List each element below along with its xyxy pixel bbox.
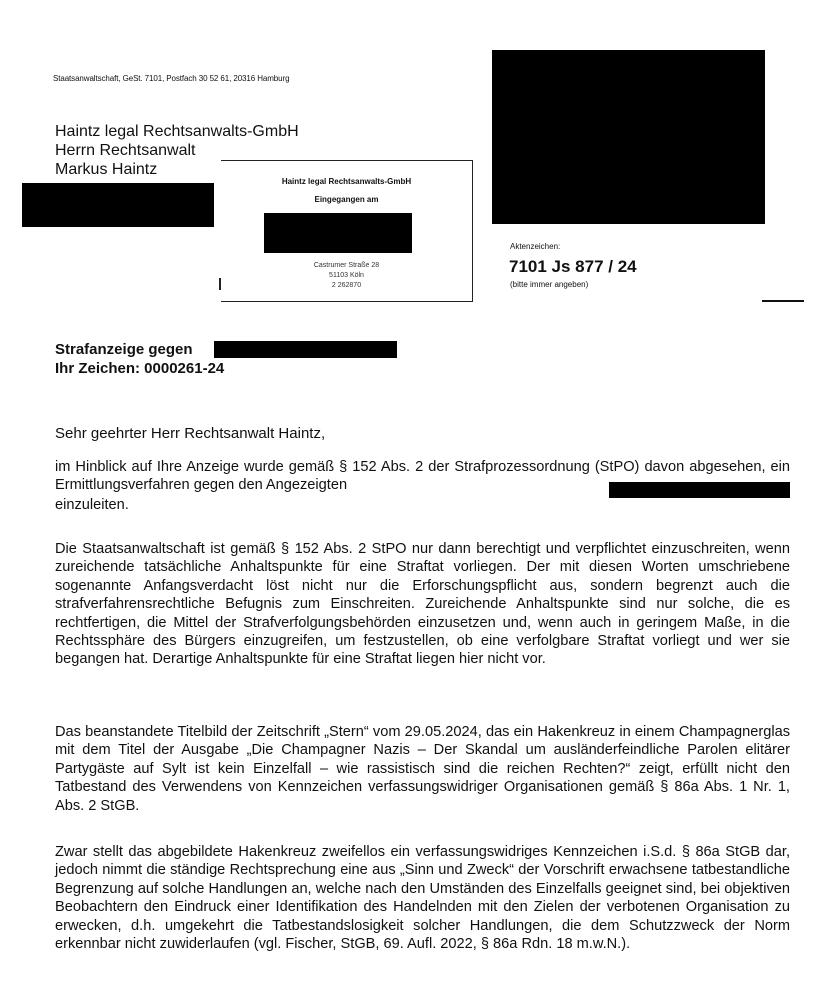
paragraph-decision-end (55, 496, 790, 514)
redacted-recipient-street (22, 183, 214, 227)
redacted-received-date (264, 213, 412, 253)
redacted-accused-name (214, 341, 397, 358)
sender-line: Staatsanwaltschaft, GeSt. 7101, Postfach 30 52 61, 20316 Hamburg (53, 74, 290, 83)
recipient-firm: Haintz legal Rechtsanwalts-GmbH (55, 123, 299, 140)
stamp-edge-mark (219, 278, 221, 290)
stamp-street: Castrumer Straße 28 (313, 262, 380, 269)
paragraph-decision-end-text: einzuleiten. (55, 497, 129, 513)
stamp-address (221, 261, 472, 291)
paragraph-jurisprudence: Zwar stellt das abgebildete Hakenkreuz zweifellos ein verfassungswidriges Kennzeichen i.S.d. § 86a StGB dar, jedoch nimmt die ständige Rechtsprechung eine aus „Sinn und Zweck“ der Vorschrift erwachsene tatbestandliche Begrenzung auf solche Handlungen an, welche nach den Umständen des Einzelfalls geeignet sind, bei objektiven Beobachtern den Eindruck einer Identifikation des Handelnden mit den Zielen der verbotenen Organisation zu erwecken, d.h. umgekehrt die Tatbestandslosigkeit solcher Handlungen, die dem Schutzzweck der Norm erkennbar nicht zuwiderlaufen (vgl. Fischer, StGB, 69. Aufl. 2022, § 86a Rdn. 18 m.w.N.). (55, 844, 790, 953)
recipient-name: Markus Haintz (55, 161, 158, 178)
recipient-salutation-line: Herrn Rechtsanwalt (55, 142, 196, 159)
stamp-subtitle: Eingegangen am (314, 195, 379, 204)
file-reference-number: 7101 Js 877 / 24 (509, 257, 637, 276)
redacted-letterhead (492, 50, 765, 224)
paragraph-decision-text: im Hinblick auf Ihre Anzeige wurde gemäß § 152 Abs. 2 der Strafprozessordnung (StPO) davon abgesehen, ein Ermittlungsverfahren gegen den Angezeigten (55, 459, 790, 494)
subject-line: Strafanzeige gegen (55, 341, 193, 358)
subject-block (55, 340, 224, 378)
stamp-phone: 2 262870 (331, 282, 362, 289)
file-reference-label: Aktenzeichen: (510, 242, 561, 251)
reference-line: Ihr Zeichen: 0000261-24 (55, 360, 225, 377)
fold-mark (762, 300, 804, 302)
stamp-city: 51103 Köln (329, 272, 364, 279)
stamp-title: Haintz legal Rechtsanwalts-GmbH (281, 177, 412, 186)
file-reference-note: (bitte immer angeben) (510, 280, 589, 289)
salutation: Sehr geehrter Herr Rechtsanwalt Haintz, (55, 425, 326, 442)
paragraph-legal-basis: Die Staatsanwaltschaft ist gemäß § 152 Abs. 2 StPO nur dann berechtigt und verpflichtet einzuschreiten, wenn zureichende tatsächliche Anhaltspunkte für eine Straftat vorliegen. Der mit diesen Worten umschriebene sogenannte Anfangsverdacht löst nicht nur die Erforschungspflicht aus, sondern begrenzt auch die strafverfahrensrechtliche Befugnis zum Einschreiten. Zureichende Anhaltspunkte sind nur solche, die es rechtfertigen, die Mittel der Strafverfolgungsbehörden einzusetzen und, wenn auch in geringem Maße, in die Rechtssphäre des Bürgers einzugreifen, um festzustellen, ob eine verfolgbare Straftat vorliegt und wer sie begangen hat. Derartige Anhaltspunkte für eine Straftat liegen hier nicht vor. (55, 541, 790, 668)
paragraph-stern-cover: Das beanstandete Titelbild der Zeitschrift „Stern“ vom 29.05.2024, das ein Hakenkreuz in einem Champagnerglas mit dem Titel der Ausgabe „Die Champagner Nazis – Der Skandal um ausländerfeindliche Parolen elitärer Partygäste auf Sylt ist kein Einzelfall – wie rassistisch sind die reichen Rechten?“ zeigt, erfüllt nicht den Tatbestand des Verwendens von Kennzeichen verfassungswidriger Organisationen gemäß § 86a Abs. 1 Nr. 1, Abs. 2 StGB. (55, 724, 790, 814)
